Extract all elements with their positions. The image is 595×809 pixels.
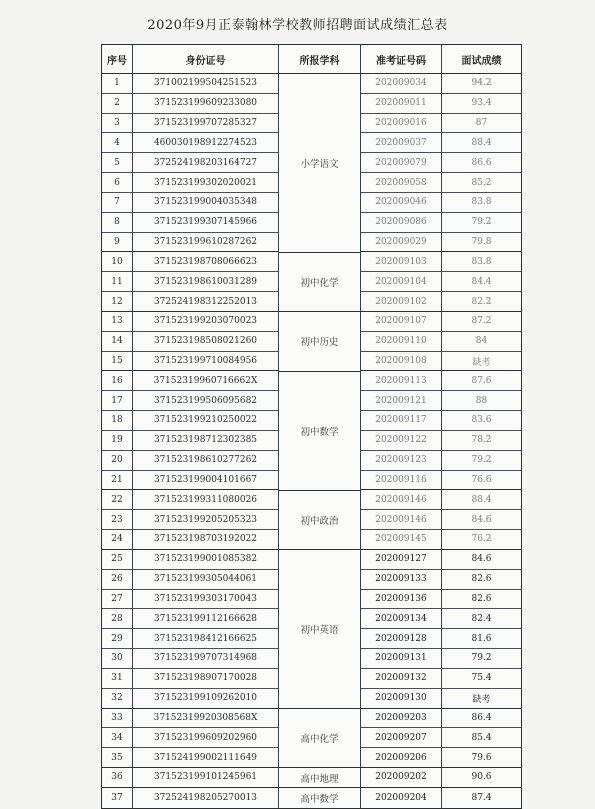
exam-no-cell: 202009037	[361, 133, 441, 153]
score-cell: 82.6	[442, 570, 521, 590]
id-cell: 371523199004035348	[133, 193, 278, 213]
exam-no-cell: 202009130	[361, 689, 441, 709]
id-cell: 371523198907170028	[133, 669, 278, 689]
seq-cell: 9	[102, 233, 132, 253]
score-cell: 83.6	[442, 411, 521, 431]
id-cell: 371523199307145966	[133, 213, 278, 233]
table-body	[102, 74, 521, 808]
score-cell: 87.4	[471, 792, 492, 803]
score-cell: 93.4	[442, 94, 521, 114]
id-cell: 371523199203070023	[133, 312, 278, 332]
id-cell: 37152319960716662X	[133, 371, 278, 391]
exam-no-cell: 202009108	[361, 352, 441, 372]
seq-cell: 28	[102, 609, 132, 629]
id-cell: 372524198205270013	[153, 792, 258, 803]
seq-cell: 20	[102, 451, 132, 471]
exam-no-cell: 202009146	[361, 510, 441, 530]
subject-cell: 初中历史	[279, 312, 360, 372]
id-cell: 371523199001085382	[133, 550, 278, 570]
subject-cell: 初中数学	[279, 372, 360, 491]
score-cell: 85.2	[442, 173, 521, 193]
exam-no-cell: 202009107	[361, 312, 441, 332]
id-cell: 371523199305044061	[133, 570, 278, 590]
id-cell: 371523199707314968	[133, 649, 278, 669]
id-cell: 371523199112166628	[133, 609, 278, 629]
score-cell: 83.8	[442, 193, 521, 213]
exam-no-cell: 202009204	[375, 792, 427, 803]
id-cell: 371523199710084956	[133, 352, 278, 372]
exam-no-cell: 202009058	[361, 173, 441, 193]
exam-no-cell: 202009086	[361, 213, 441, 233]
score-cell: 90.6	[442, 768, 521, 788]
score-cell: 缺考	[442, 352, 521, 372]
exam-no-cell: 202009127	[361, 550, 441, 570]
score-cell: 79.2	[442, 213, 521, 233]
exam-no-cell: 202009132	[361, 669, 441, 689]
seq-cell: 34	[102, 728, 132, 748]
score-cell: 94.2	[442, 74, 521, 94]
seq-cell: 17	[102, 391, 132, 411]
exam-no-cell: 202009016	[361, 114, 441, 134]
score-cell: 78.2	[442, 431, 521, 451]
score-cell: 79.2	[442, 649, 521, 669]
exam-no-cell: 202009122	[361, 431, 441, 451]
subject-cell: 高中化学	[279, 709, 360, 769]
exam-no-cell: 202009145	[361, 530, 441, 550]
score-cell: 75.4	[442, 669, 521, 689]
id-cell: 371523198610277262	[133, 451, 278, 471]
exam-no-cell: 202009029	[361, 233, 441, 253]
seq-cell: 21	[102, 471, 132, 491]
seq-cell: 18	[102, 411, 132, 431]
seq-cell: 27	[102, 590, 132, 610]
seq-cell: 11	[102, 272, 132, 292]
seq-cell: 2	[102, 94, 132, 114]
seq-cell: 37	[111, 792, 123, 803]
subject-cell: 初中政治	[279, 491, 360, 551]
id-cell: 371523198708066623	[133, 252, 278, 272]
score-cell: 87	[442, 114, 521, 134]
score-column	[442, 74, 521, 808]
seq-cell: 12	[102, 292, 132, 312]
score-cell: 86.4	[442, 709, 521, 729]
id-cell: 371523199205205323	[133, 510, 278, 530]
exam-no-cell: 202009079	[361, 153, 441, 173]
seq-cell: 13	[102, 312, 132, 332]
exam-no-cell: 202009104	[361, 272, 441, 292]
id-cell: 371523198610031289	[133, 272, 278, 292]
score-cell: 81.6	[442, 629, 521, 649]
seq-cell: 30	[102, 649, 132, 669]
score-cell: 87.2	[442, 312, 521, 332]
seq-cell: 19	[102, 431, 132, 451]
id-cell: 371523198508021260	[133, 332, 278, 352]
exam-no-cell: 202009136	[361, 590, 441, 610]
exam-no-cell: 202009102	[361, 292, 441, 312]
seq-cell: 29	[102, 629, 132, 649]
seq-cell: 14	[102, 332, 132, 352]
id-cell: 372524198203164727	[133, 153, 278, 173]
exam-no-column	[361, 74, 442, 808]
exam-no-cell: 202009103	[361, 252, 441, 272]
exam-no-cell: 202009011	[361, 94, 441, 114]
seq-cell: 36	[102, 768, 132, 788]
id-cell: 371523199004101667	[133, 471, 278, 491]
seq-cell: 1	[102, 74, 132, 94]
id-cell: 371523199109262010	[133, 689, 278, 709]
id-cell: 371523198412166625	[133, 629, 278, 649]
score-cell: 83.8	[442, 252, 521, 272]
score-cell: 88	[442, 391, 521, 411]
page-title: 2020年9月正泰翰林学校教师招聘面试成绩汇总表	[147, 18, 448, 33]
exam-no-cell: 202009113	[361, 371, 441, 391]
seq-cell: 33	[102, 709, 132, 729]
id-cell: 371524199002111649	[133, 748, 278, 768]
score-cell: 84	[442, 332, 521, 352]
score-cell: 88.4	[442, 133, 521, 153]
id-column	[133, 74, 279, 808]
exam-no-cell: 202009134	[361, 609, 441, 629]
score-cell: 84.6	[442, 510, 521, 530]
seq-cell: 16	[102, 371, 132, 391]
seq-cell: 23	[102, 510, 132, 530]
seq-cell: 31	[102, 669, 132, 689]
subject-cell: 初中英语	[279, 550, 360, 709]
id-cell: 371523199610287262	[133, 233, 278, 253]
header-score: 面试成绩	[461, 55, 502, 67]
seq-cell: 3	[102, 114, 132, 134]
seq-cell: 32	[102, 689, 132, 709]
subject-cell: 高中地理	[279, 768, 360, 788]
id-cell: 371523198712302385	[133, 431, 278, 451]
exam-no-cell: 202009046	[361, 193, 441, 213]
score-cell: 84.4	[442, 272, 521, 292]
score-cell: 84.6	[442, 550, 521, 570]
id-cell: 371523199302020021	[133, 173, 278, 193]
subject-column	[279, 74, 361, 808]
subject-cell: 初中化学	[279, 253, 360, 313]
exam-no-cell: 202009146	[361, 490, 441, 510]
exam-no-cell: 202009110	[361, 332, 441, 352]
score-cell: 86.6	[442, 153, 521, 173]
exam-no-cell: 202009202	[361, 768, 441, 788]
header-subject: 所报学科	[279, 45, 361, 73]
score-cell: 79.8	[442, 233, 521, 253]
seq-column	[102, 74, 133, 808]
seq-cell: 6	[102, 173, 132, 193]
id-cell: 371523199303170043	[133, 590, 278, 610]
seq-cell: 24	[102, 530, 132, 550]
score-cell: 82.2	[442, 292, 521, 312]
header-seq: 序号	[102, 45, 133, 73]
seq-cell: 15	[102, 352, 132, 372]
score-table	[101, 44, 522, 809]
seq-cell: 8	[102, 213, 132, 233]
id-cell: 371523199506095682	[133, 391, 278, 411]
table-header	[102, 45, 521, 74]
seq-cell: 22	[102, 490, 132, 510]
id-cell: 37152319920308568X	[133, 709, 278, 729]
exam-no-cell: 202009207	[361, 728, 441, 748]
exam-no-cell: 202009121	[361, 391, 441, 411]
score-cell: 87.6	[442, 371, 521, 391]
score-cell: 76.2	[442, 530, 521, 550]
score-cell: 85.4	[442, 728, 521, 748]
id-cell: 371523199609202960	[133, 728, 278, 748]
score-cell: 79.6	[442, 748, 521, 768]
id-cell: 460030198912274523	[133, 133, 278, 153]
seq-cell: 25	[102, 550, 132, 570]
id-cell: 371002199504251523	[133, 74, 278, 94]
exam-no-cell: 202009133	[361, 570, 441, 590]
subject-cell: 高中数学	[300, 794, 339, 806]
seq-cell: 5	[102, 153, 132, 173]
score-cell: 82.6	[442, 590, 521, 610]
subject-cell: 小学语文	[279, 74, 360, 253]
exam-no-cell: 202009123	[361, 451, 441, 471]
seq-cell: 10	[102, 252, 132, 272]
seq-cell: 26	[102, 570, 132, 590]
header-exam-no: 准考证号码	[361, 45, 442, 73]
id-cell: 371523199311080026	[133, 490, 278, 510]
score-cell: 缺考	[442, 689, 521, 709]
exam-no-cell: 202009203	[361, 709, 441, 729]
id-cell: 371523199707285327	[133, 114, 278, 134]
id-cell: 371523199609233080	[133, 94, 278, 114]
id-cell: 371523198703192022	[133, 530, 278, 550]
exam-no-cell: 202009206	[361, 748, 441, 768]
exam-no-cell: 202009128	[361, 629, 441, 649]
score-cell: 79.2	[442, 451, 521, 471]
exam-no-cell: 202009034	[361, 74, 441, 94]
exam-no-cell: 202009131	[361, 649, 441, 669]
score-cell: 82.4	[442, 609, 521, 629]
id-cell: 371523199210250022	[133, 411, 278, 431]
header-id: 身份证号	[133, 45, 279, 73]
exam-no-cell: 202009117	[361, 411, 441, 431]
exam-no-cell: 202009116	[361, 471, 441, 491]
score-cell: 76.6	[442, 471, 521, 491]
seq-cell: 7	[102, 193, 132, 213]
id-cell: 372524198312252013	[133, 292, 278, 312]
seq-cell: 35	[102, 748, 132, 768]
id-cell: 371523199101245961	[133, 768, 278, 788]
seq-cell: 4	[102, 133, 132, 153]
score-cell: 88.4	[442, 490, 521, 510]
